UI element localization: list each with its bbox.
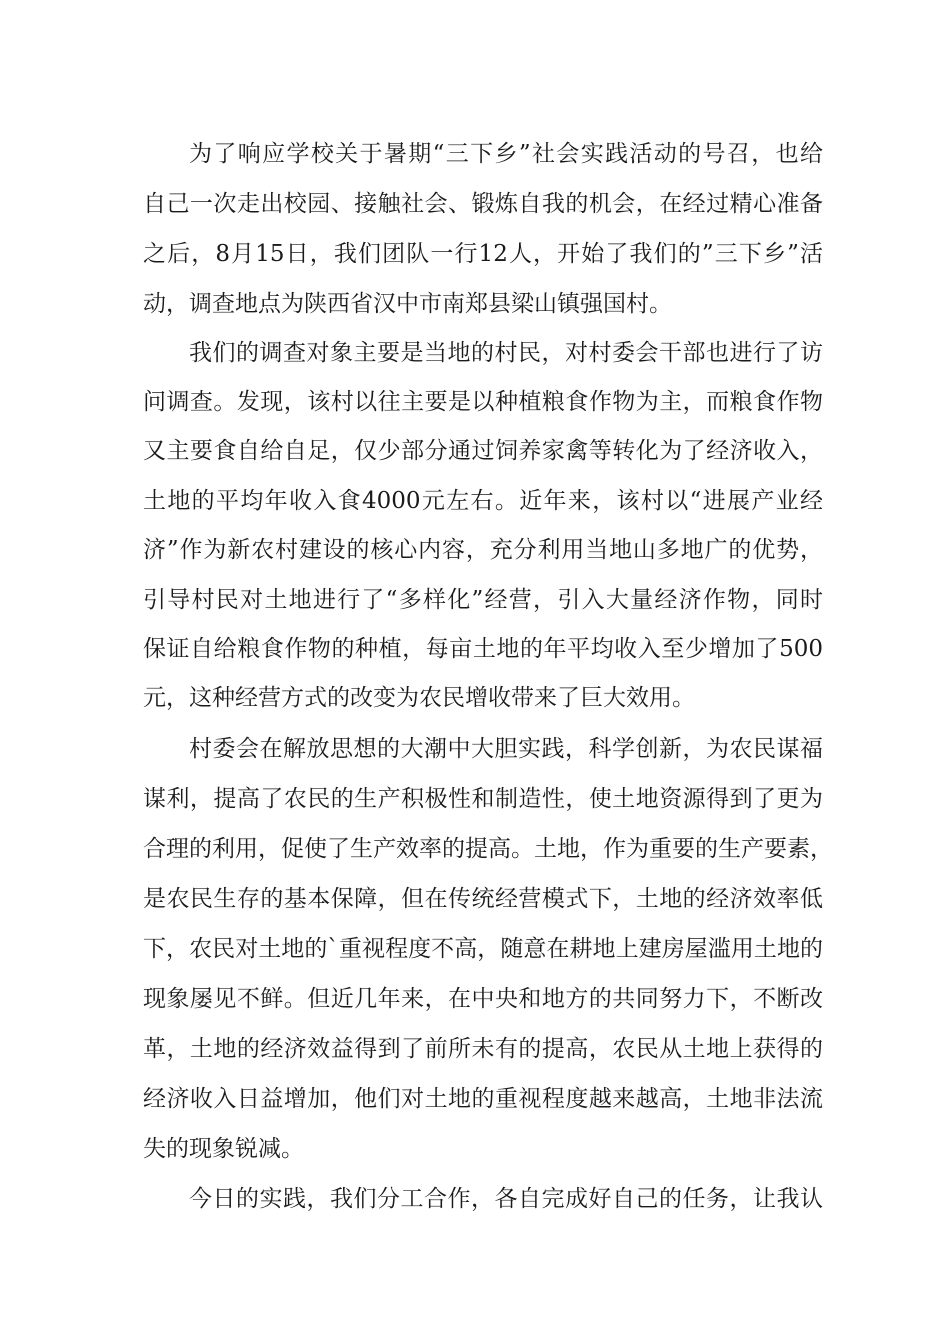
paragraph-2-line-6: 引导村民对土地进行了“多样化”经营，引入大量经济作物，同时 xyxy=(143,587,823,613)
paragraph-2-line-4: 土地的平均年收入食4000元左右。近年来，该村以“进展产业经 xyxy=(143,488,823,514)
paragraph-2-line-7: 保证自给粮食作物的种植，每亩土地的年平均收入至少增加了500 xyxy=(143,636,823,662)
paragraph-4-line-1: 今日的实践，我们分工合作，各自完成好自己的任务，让我认 xyxy=(189,1186,823,1212)
paragraph-3-line-6: 现象屡见不鲜。但近几年来，在中央和地方的共同努力下，不断改 xyxy=(143,986,823,1012)
paragraph-3-line-9: 失的现象锐减。 xyxy=(143,1136,304,1162)
paragraph-1-line-2: 自己一次走出校园、接触社会、锻炼自我的机会，在经过精心准备 xyxy=(143,191,823,217)
paragraph-3-line-2: 谋利，提高了农民的生产积极性和制造性，使土地资源得到了更为 xyxy=(143,786,823,812)
paragraph-2-line-1: 我们的调查对象主要是当地的村民，对村委会干部也进行了访 xyxy=(189,340,823,366)
paragraph-2-line-2: 问调查。发现，该村以往主要是以种植粮食作物为主，而粮食作物 xyxy=(143,389,823,415)
paragraph-3-line-4: 是农民生存的基本保障，但在传统经营模式下，土地的经济效率低 xyxy=(143,886,823,912)
paragraph-1-line-3: 之后，8月15日，我们团队一行12人，开始了我们的”三下乡”活 xyxy=(143,241,823,267)
paragraph-3-line-5: 下，农民对土地的`重视程度不高，随意在耕地上建房屋滥用土地的 xyxy=(143,936,823,962)
paragraph-3-line-7: 革，土地的经济效益得到了前所未有的提高，农民从土地上获得的 xyxy=(143,1036,823,1062)
paragraph-1-line-4: 动，调查地点为陕西省汉中市南郑县梁山镇强国村。 xyxy=(143,291,672,317)
paragraph-3-line-1: 村委会在解放思想的大潮中大胆实践，科学创新，为农民谋福 xyxy=(189,736,823,762)
paragraph-2-line-5: 济”作为新农村建设的核心内容，充分利用当地山多地广的优势， xyxy=(143,537,823,563)
paragraph-2-line-8: 元，这种经营方式的改变为农民增收带来了巨大效用。 xyxy=(143,685,695,711)
paragraph-3-line-3: 合理的利用，促使了生产效率的提高。土地，作为重要的生产要素， xyxy=(143,836,833,862)
paragraph-2-line-3: 又主要食自给自足，仅少部分通过饲养家禽等转化为了经济收入， xyxy=(143,438,823,464)
paragraph-3-line-8: 经济收入日益增加，他们对土地的重视程度越来越高，土地非法流 xyxy=(143,1086,823,1112)
paragraph-1-line-1: 为了响应学校关于暑期“三下乡”社会实践活动的号召，也给 xyxy=(189,141,823,167)
